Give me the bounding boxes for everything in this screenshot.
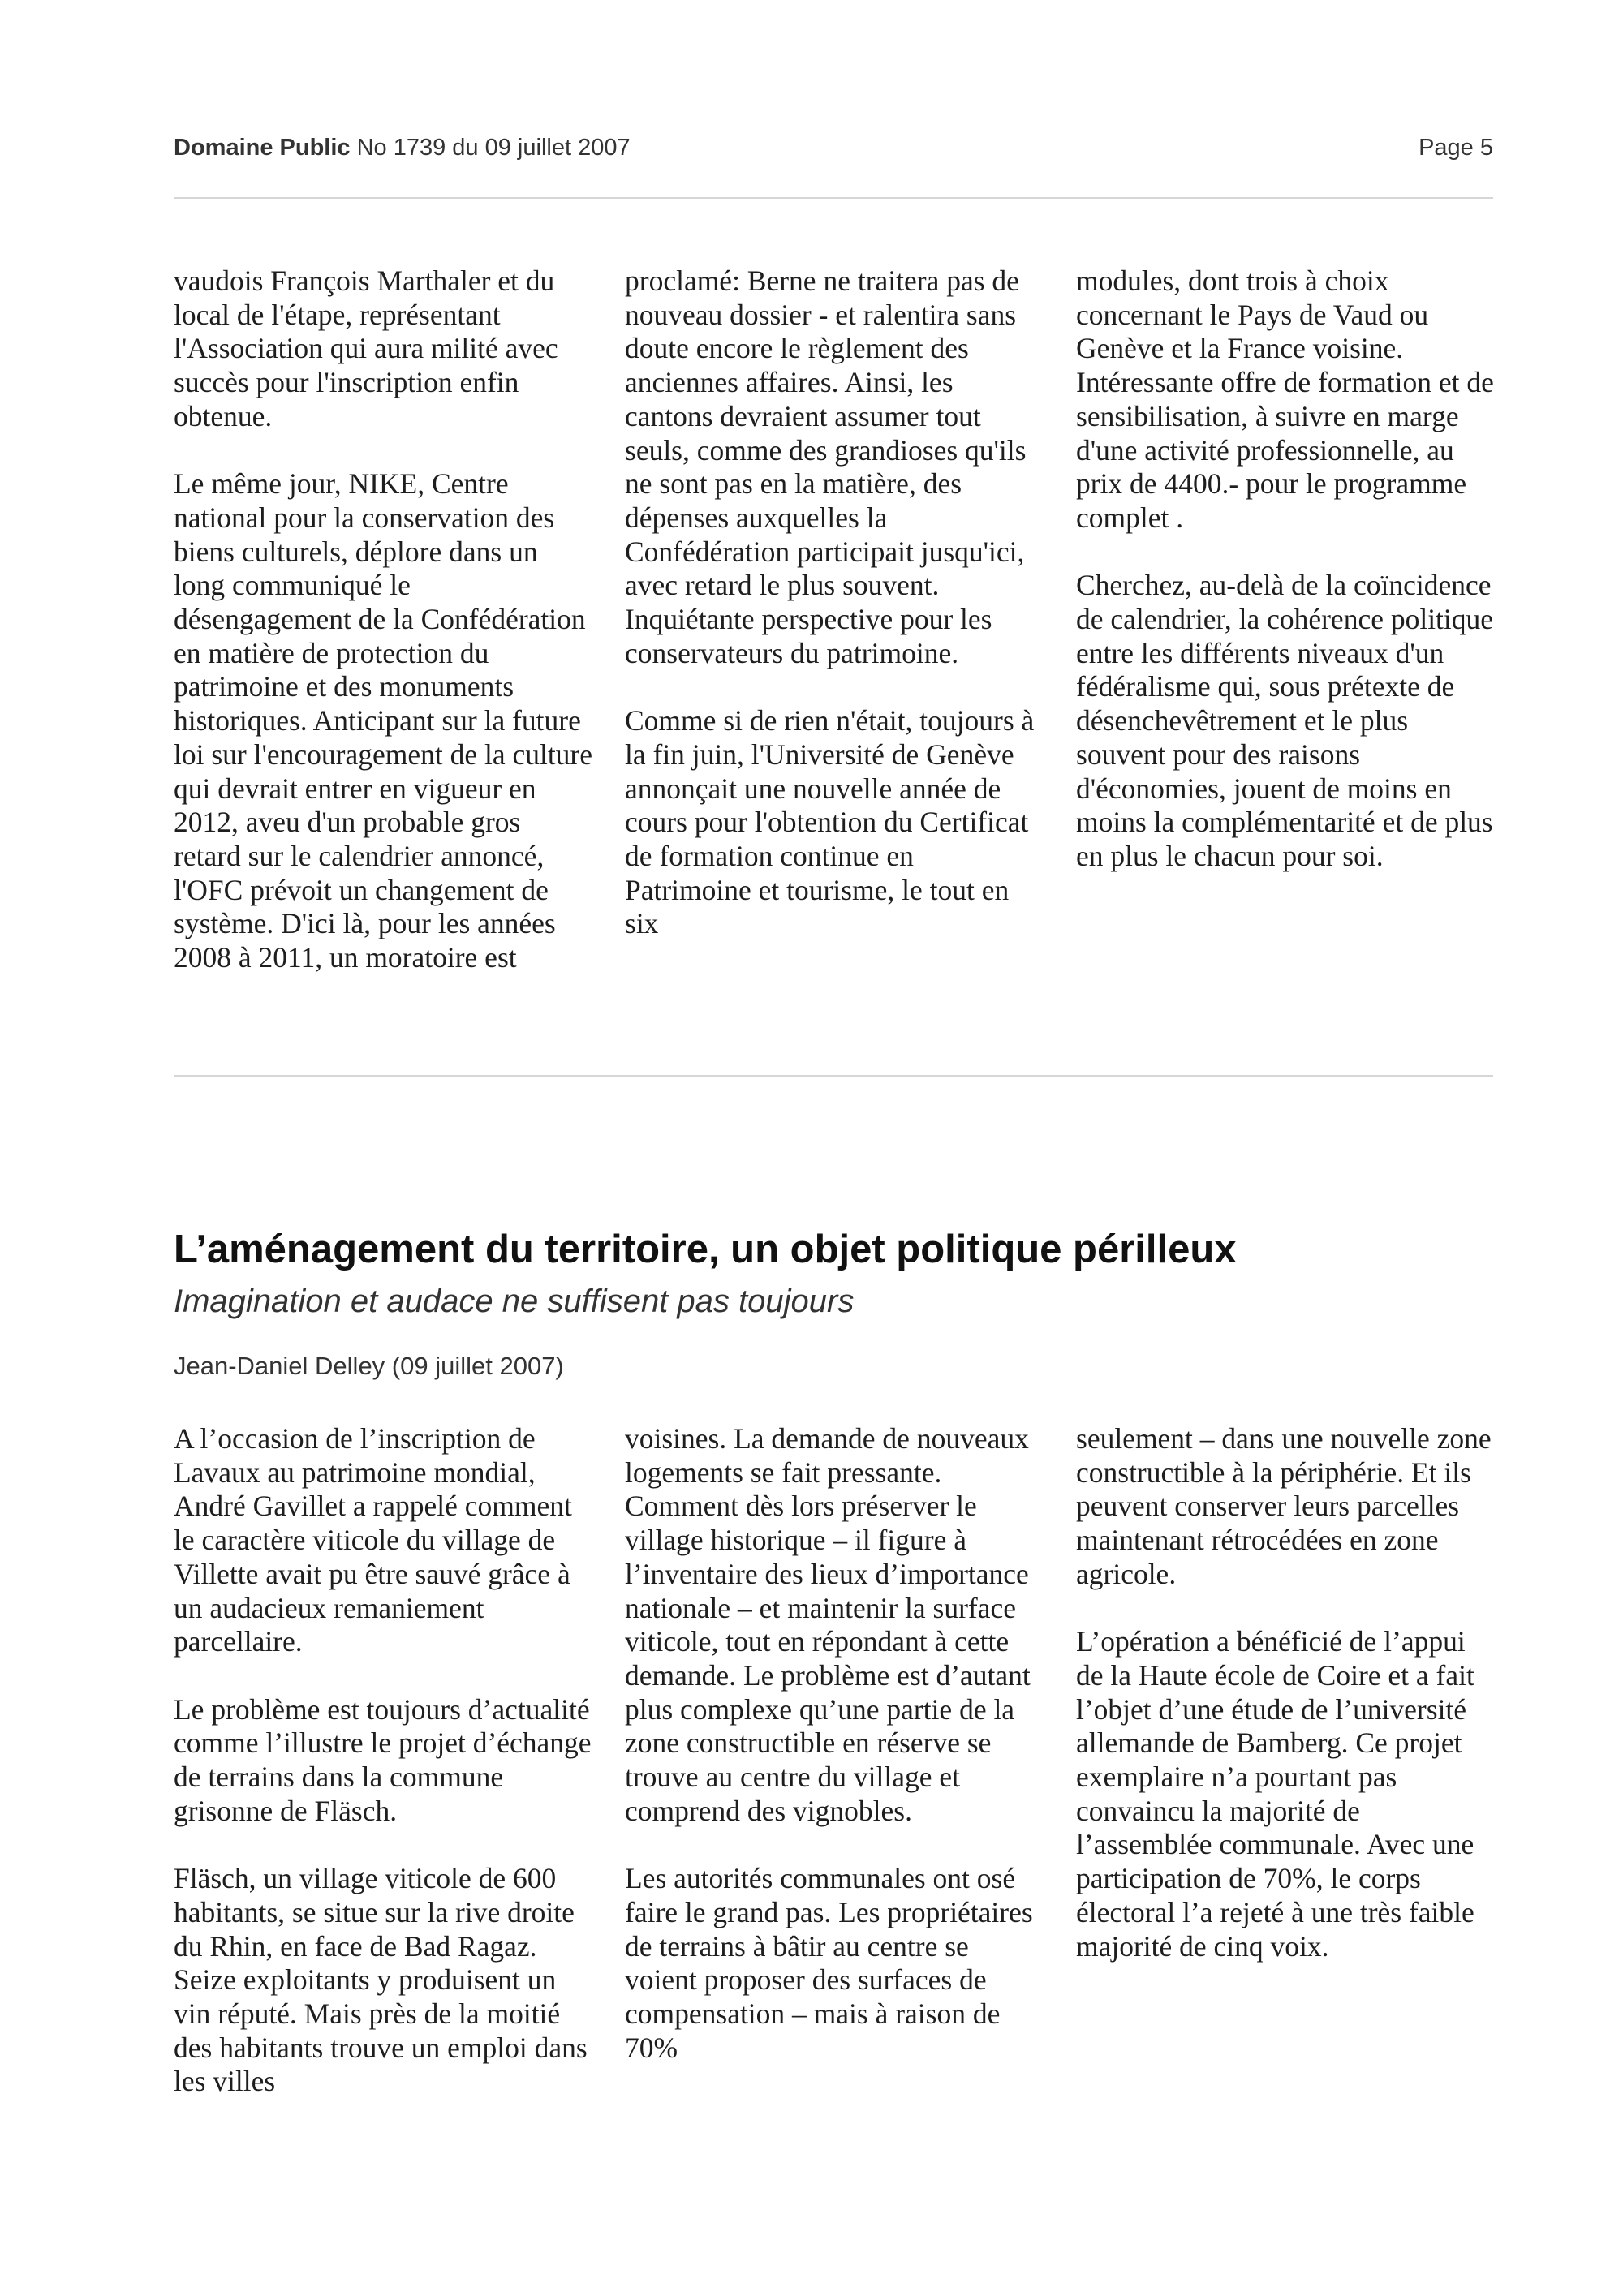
article-subtitle: Imagination et audace ne suffisent pas toujours bbox=[174, 1283, 855, 1319]
issue-info: No 1739 du 09 juillet 2007 bbox=[356, 135, 631, 161]
article-byline: Jean-Daniel Delley (09 juillet 2007) bbox=[174, 1352, 564, 1380]
header-divider bbox=[174, 197, 1493, 199]
page-header bbox=[174, 135, 1493, 167]
paragraph: voisines. La demande de nouveaux logements se fait pressante. Comment dès lors préserver le village historique – il figure à l’inventaire des lieux d’importance nationale – et maintenir la surface viticole, tout en répondant à cette demande. Le problème est d’autant plus complexe qu’une partie de la zone constructible en réserve se trouve au centre du village et comprend des vignobles. bbox=[625, 1422, 1031, 1827]
article-column-3 bbox=[1076, 1422, 1496, 1963]
paragraph: Comme si de rien n'était, toujours à la fin juin, l'Université de Genève annonçait une nouvelle année de cours pour l'obtention du Certificat de formation continue en Patrimoine et tourisme, le tout en six bbox=[625, 704, 1035, 940]
article-title: L’aménagement du territoire, un objet politique périlleux bbox=[174, 1228, 1237, 1271]
paragraph: L’opération a bénéficié de l’appui de la Haute école de Coire et a fait l’objet d’une étude de l’université allemande de Bamberg. Ce projet exemplaire n’a pourtant pas convaincu la majorité de l’assemblée communale. Avec une participation de 70%, le corps électoral l’a rejeté à une très faible majorité de cinq voix. bbox=[1076, 1625, 1474, 1963]
paragraph: A l’occasion de l’inscription de Lavaux au patrimoine mondial, André Gavillet a rappelé comment le caractère viticole du village de Villette avait pu être sauvé grâce à un audacieux remaniement parcellaire. bbox=[174, 1422, 572, 1658]
paragraph: Cherchez, au-delà de la coïncidence de calendrier, la cohérence politique entre les différents niveaux d'un fédéralisme qui, sous prétexte de désenchevêtrement et le plus souvent pour des raisons d'économies, jouent de moins en moins la complémentarité et de plus en plus le chacun pour soi. bbox=[1076, 569, 1494, 872]
article-column-1 bbox=[174, 1422, 594, 2099]
paragraph: Le problème est toujours d’actualité comme l’illustre le projet d’échange de terrains dans la commune grisonne de Fläsch. bbox=[174, 1692, 592, 1827]
continued-article-column-3 bbox=[1076, 264, 1496, 874]
paragraph: seulement – dans une nouvelle zone constructible à la périphérie. Et ils peuvent conserver leurs parcelles maintenant rétrocédées en zone agricole. bbox=[1076, 1422, 1492, 1590]
paragraph: proclamé: Berne ne traitera pas de nouveau dossier - et ralentira sans doute encore le règlement des anciennes affaires. Ainsi, les cantons devraient assumer tout seuls, comme des grandioses qu'ils ne sont pas en la matière, des dépenses auxquelles la Confédération participait jusqu'ici, avec retard le plus souvent. Inquiétante perspective pour les conservateurs du patrimoine. bbox=[625, 264, 1027, 669]
paragraph: Les autorités communales ont osé faire le grand pas. Les propriétaires de terrains à bâtir au centre se voient proposer des surfaces de compensation – mais à raison de 70% bbox=[625, 1862, 1033, 2064]
page-number: Page 5 bbox=[1419, 135, 1493, 161]
paragraph: vaudois François Marthaler et du local de l'étape, représentant l'Association qui aura milité avec succès pour l'inscription enfin obtenue. bbox=[174, 264, 558, 432]
publication-name: Domaine Public bbox=[174, 135, 351, 161]
article-divider bbox=[174, 1075, 1493, 1077]
paragraph: Le même jour, NIKE, Centre national pour la conservation des biens culturels, déplore dans un long communiqué le désengagement de la Confédération en matière de protection du patrimoine et des monuments historiques. Anticipant sur la future loi sur l'encouragement de la culture qui devrait entrer en vigueur en 2012, aveu d'un probable gros retard sur le calendrier annoncé, l'OFC prévoit un changement de système. D'ici là, pour les années 2008 à 2011, un moratoire est bbox=[174, 467, 593, 974]
article-column-2 bbox=[625, 1422, 1045, 2065]
paragraph: Fläsch, un village viticole de 600 habitants, se situe sur la rive droite du Rhin, en face de Bad Ragaz. Seize exploitants y produisent un vin réputé. Mais près de la moitié des habitants trouve un emploi dans les villes bbox=[174, 1862, 588, 2098]
continued-article-column-2 bbox=[625, 264, 1045, 941]
continued-article-column-1 bbox=[174, 264, 594, 975]
paragraph: modules, dont trois à choix concernant le Pays de Vaud ou Genève et la France voisine. Intéressante offre de formation et de sensibilisation, à suivre en marge d'une activité professionnelle, au prix de 4400.- pour le programme complet . bbox=[1076, 264, 1494, 534]
